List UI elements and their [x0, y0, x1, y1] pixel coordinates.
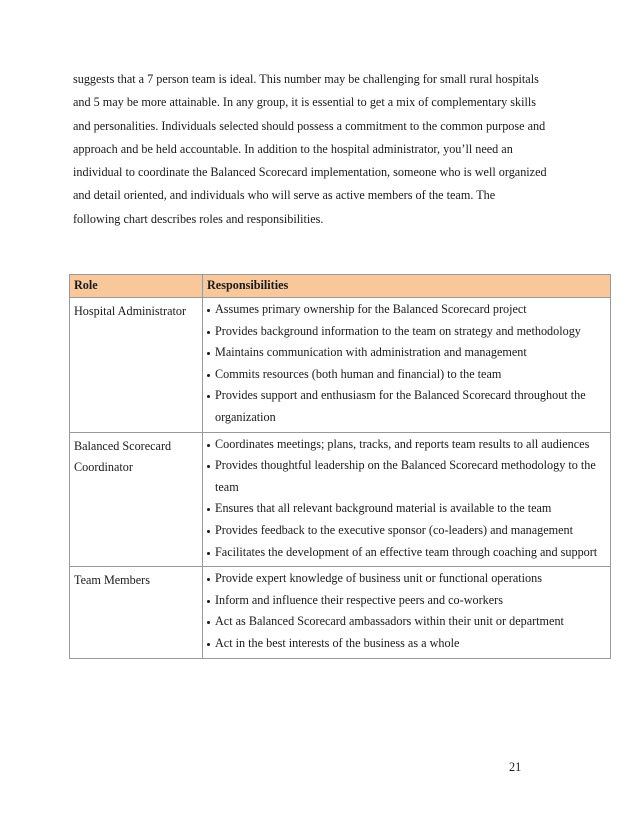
body-paragraph [73, 68, 613, 231]
paragraph-line: and 5 may be more attainable. In any group, it is essential to get a mix of complementary skills [73, 95, 537, 110]
responsibility-item: Provides support and enthusiasm for the Balanced Scorecard throughout the organization [206, 385, 606, 428]
responsibilities-cell [203, 567, 611, 658]
role-name: Balanced Scorecard [74, 438, 172, 453]
responsibility-item: Assumes primary ownership for the Balanced Scorecard project [206, 299, 606, 321]
responsibility-item: Provide expert knowledge of business unit or functional operations [206, 568, 606, 590]
role-cell [70, 298, 203, 433]
role-column-header: Role [70, 275, 203, 298]
page-number: 21 [509, 760, 522, 774]
paragraph-line: suggests that a 7 person team is ideal. This number may be challenging for small rural hospitals [73, 72, 539, 86]
paragraph-line: and personalities. Individuals selected should possess a commitment to the common purpose and [73, 118, 546, 133]
paragraph-line: individual to coordinate the Balanced Scorecard implementation, someone who is well organized [73, 165, 547, 180]
responsibility-item: Coordinates meetings; plans, tracks, and reports team results to all audiences [206, 434, 606, 456]
responsibility-item: Provides feedback to the executive sponsor (co-leaders) and management [206, 520, 606, 542]
table-header-row [70, 275, 611, 298]
roles-table [69, 274, 611, 659]
responsibility-item: Inform and influence their respective peers and co-workers [206, 590, 606, 612]
responsibility-item: Ensures that all relevant background material is available to the team [206, 498, 606, 520]
role-cell [70, 432, 203, 567]
table-row [70, 567, 611, 658]
paragraph-line: approach and be held accountable. In addition to the hospital administrator, you’ll need an [73, 141, 513, 156]
role-name: Hospital Administrator [74, 304, 187, 318]
responsibilities-column-header: Responsibilities [203, 275, 611, 298]
responsibilities-cell [203, 298, 611, 433]
table-row [70, 432, 611, 567]
responsibility-list [206, 568, 606, 654]
role-name: Coordinator [74, 460, 133, 475]
responsibilities-cell [203, 432, 611, 567]
role-cell [70, 567, 203, 658]
responsibility-item: Facilitates the development of an effective team through coaching and support [206, 542, 606, 564]
paragraph-line: and detail oriented, and individuals who will serve as active members of the team. The [73, 188, 496, 203]
responsibility-item: Commits resources (both human and financial) to the team [206, 364, 606, 386]
responsibility-item: Maintains communication with administration and management [206, 342, 606, 364]
responsibility-list [206, 434, 606, 564]
paragraph-line: following chart describes roles and responsibilities. [73, 211, 324, 226]
responsibility-item: Act as Balanced Scorecard ambassadors within their unit or department [206, 611, 606, 633]
responsibility-item: Provides thoughtful leadership on the Balanced Scorecard methodology to the team [206, 455, 606, 498]
role-name: Team Members [74, 573, 150, 588]
responsibility-item: Act in the best interests of the business as a whole [206, 633, 606, 655]
responsibility-list [206, 299, 606, 429]
responsibility-item: Provides background information to the team on strategy and methodology [206, 321, 606, 343]
table-row [70, 298, 611, 433]
